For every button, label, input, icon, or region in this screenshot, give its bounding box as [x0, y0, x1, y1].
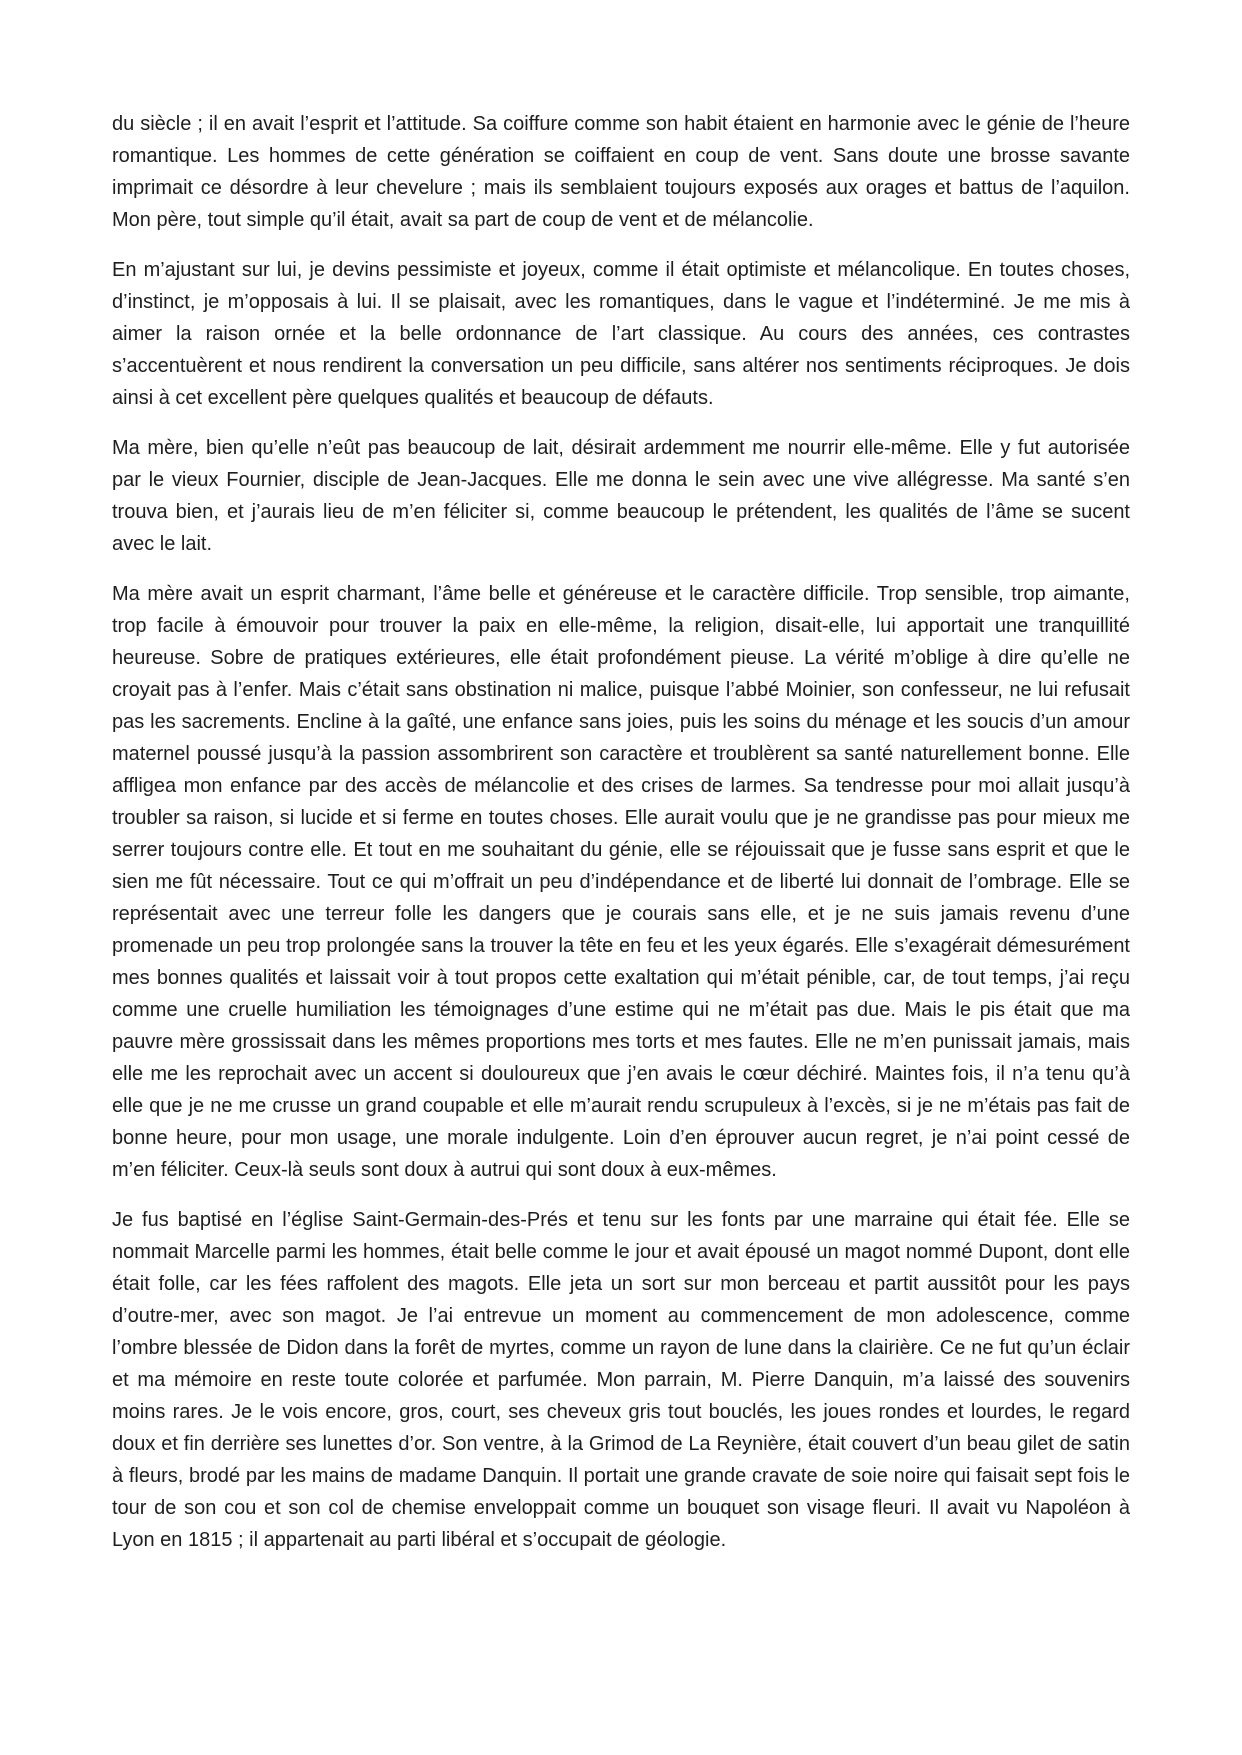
paragraph-2: En m’ajustant sur lui, je devins pessimiste et joyeux, comme il était optimiste et mélancolique. En toutes choses, d’instinct, je m’opposais à lui. Il se plaisait, avec les romantiques, dans le vague et l’indéterminé. Je me mis à aimer la raison ornée et la belle ordonnance de l’art classique. Au cours des années, ces contrastes s’accentuèrent et nous rendirent la conversation un peu difficile, sans altérer nos sentiments réciproques. Je dois ainsi à cet excellent père quelques qualités et beaucoup de défauts.	[112, 259, 1130, 409]
paragraph-1: du siècle ; il en avait l’esprit et l’attitude. Sa coiffure comme son habit étaient en harmonie avec le génie de l’heure romantique. Les hommes de cette génération se coiffaient en coup de vent. Sans doute une brosse savante imprimait ce désordre à leur chevelure ; mais ils semblaient toujours exposés aux orages et battus de l’aquilon. Mon père, tout simple qu’il était, avait sa part de coup de vent et de mélancolie.	[112, 113, 1130, 231]
paragraph-4: Ma mère avait un esprit charmant, l’âme belle et généreuse et le caractère difficile. Trop sensible, trop aimante, trop facile à émouvoir pour trouver la paix en elle-même, la religion, disait-elle, lui apportait une tranquillité heureuse. Sobre de pratiques extérieures, elle était profondément pieuse. La vérité m’oblige à dire qu’elle ne croyait pas à l’enfer. Mais c’était sans obstination ni malice, puisque l’abbé Moinier, son confesseur, ne lui refusait pas les sacrements. Encline à la gaîté, une enfance sans joies, puis les soins du ménage et les soucis d’un amour maternel poussé jusqu’à la passion assombrirent son caractère et troublèrent sa santé naturellement bonne. Elle affligea mon enfance par des accès de mélancolie et des crises de larmes. Sa tendresse pour moi allait jusqu’à troubler sa raison, si lucide et si ferme en toutes choses. Elle aurait voulu que je ne grandisse pas pour mieux me serrer toujours contre elle. Et tout en me souhaitant du génie, elle se réjouissait que je fusse sans esprit et que le sien me fût nécessaire. Tout ce qui m’offrait un peu d’indépendance et de liberté lui donnait de l’ombrage. Elle se représentait avec une terreur folle les dangers que je courais sans elle, et je ne suis jamais revenu d’une promenade un peu trop prolongée sans la trouver la tête en feu et les yeux égarés. Elle s’exagérait démesurément mes bonnes qualités et laissait voir à tout propos cette exaltation qui m’était pénible, car, de tout temps, j’ai reçu comme une cruelle humiliation les témoignages d’une estime qui ne m’était pas due. Mais le pis était que ma pauvre mère grossissait dans les mêmes proportions mes torts et mes fautes. Elle ne m’en punissait jamais, mais elle me les reprochait avec un accent si douloureux que j’en avais le cœur déchiré. Maintes fois, il n’a tenu qu’à elle que je ne me crusse un grand coupable et elle m’aurait rendu scrupuleux à l’excès, si je ne m’étais pas fait de bonne heure, pour mon usage, une morale indulgente. Loin d’en éprouver aucun regret, je n’ai point cessé de m’en féliciter. Ceux-là seuls sont doux à autrui qui sont doux à eux-mêmes.	[112, 583, 1130, 1181]
document-page	[112, 108, 1130, 1574]
paragraph-5: Je fus baptisé en l’église Saint-Germain-des-Prés et tenu sur les fonts par une marraine qui était fée. Elle se nommait Marcelle parmi les hommes, était belle comme le jour et avait épousé un magot nommé Dupont, dont elle était folle, car les fées raffolent des magots. Elle jeta un sort sur mon berceau et partit aussitôt pour les pays d’outre-mer, avec son magot. Je l’ai entrevue un moment au commencement de mon adolescence, comme l’ombre blessée de Didon dans la forêt de myrtes, comme un rayon de lune dans la clairière. Ce ne fut qu’un éclair et ma mémoire en reste toute colorée et parfumée. Mon parrain, M. Pierre Danquin, m’a laissé des souvenirs moins rares. Je le vois encore, gros, court, ses cheveux gris tout bouclés, les joues rondes et lourdes, le regard doux et fin derrière ses lunettes d’or. Son ventre, à la Grimod de La Reynière, était couvert d’un beau gilet de satin à fleurs, brodé par les mains de madame Danquin. Il portait une grande cravate de soie noire qui faisait sept fois le tour de son cou et son col de chemise enveloppait comme un bouquet son visage fleuri. Il avait vu Napoléon à Lyon en 1815 ; il appartenait au parti libéral et s’occupait de géologie.	[112, 1209, 1130, 1551]
paragraph-3: Ma mère, bien qu’elle n’eût pas beaucoup de lait, désirait ardemment me nourrir elle-même. Elle y fut autorisée par le vieux Fournier, disciple de Jean-Jacques. Elle me donna le sein avec une vive allégresse. Ma santé s’en trouva bien, et j’aurais lieu de m’en féliciter si, comme beaucoup le prétendent, les qualités de l’âme se sucent avec le lait.	[112, 437, 1130, 555]
